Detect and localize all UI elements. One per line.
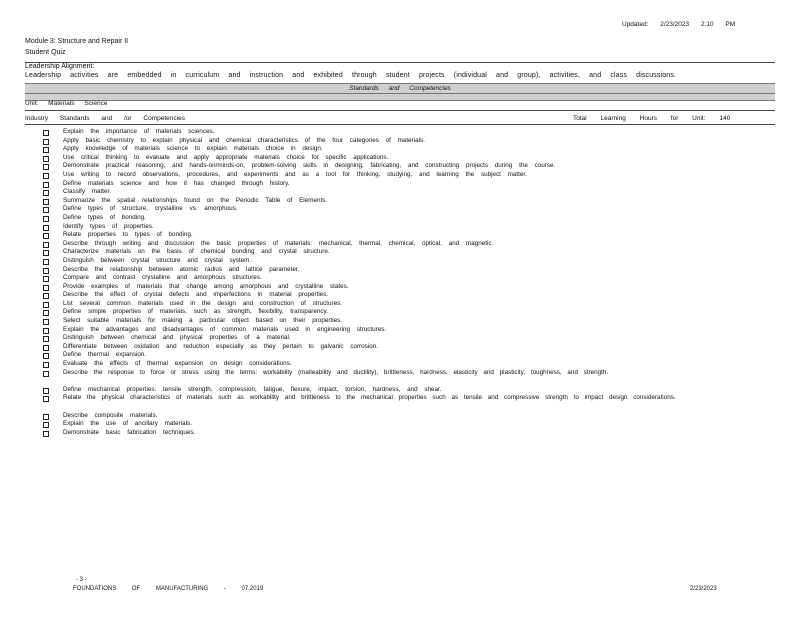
list-item-text: Use writing to record observations, procedures, and experiments and as a tool for thinking, studying, and learning the subject matter.: [63, 170, 527, 178]
list-item: [25, 343, 775, 352]
checkbox-icon: [43, 396, 49, 402]
list-item-text: Characterize materials on the basis of chemical bonding and crystal structure.: [63, 248, 330, 256]
list-item-text: Select suitable materials for making a particular object based on their properties.: [63, 317, 343, 325]
list-item-text: Define simple properties of materials, such as strength, flexibility, transparency.: [63, 308, 328, 316]
list-item: [25, 145, 775, 154]
standards-band-2: [25, 93, 775, 101]
list-item: [25, 214, 775, 223]
checkbox-icon: [43, 199, 49, 205]
list-item-text: Explain the use of ancillary materials.: [63, 420, 192, 428]
list-item-text: Distinguish between crystal structure and crystal system.: [63, 256, 252, 264]
list-item-text: Describe the response to force or stress using the terms: workability (malleability and ductility), brittleness, hardness, elasticity and plasticity, toughness, and strength.: [63, 368, 609, 376]
list-item: [25, 128, 775, 137]
checkbox-icon: [43, 216, 49, 222]
list-item-text: Summarize the spatial relationships found on the Periodic Table of Elements.: [63, 196, 328, 204]
list-item-text: Define mechanical properties: tensile strength, compression, fatigue, flexure, impact, torsion, hardness, and shear.: [63, 385, 442, 393]
checkbox-icon: [43, 414, 49, 420]
list-item: [25, 240, 775, 249]
list-item: [25, 205, 775, 214]
list-item: [25, 231, 775, 240]
list-item-text: Define types of structure, crystalline vs. amorphous.: [63, 205, 238, 213]
updated-time: 2:10: [700, 21, 714, 28]
list-item-text: Explain the importance of materials sciences.: [63, 128, 215, 135]
checkbox-icon: [43, 362, 49, 368]
list-item: [25, 162, 775, 171]
list-item-text: Demonstrate basic fabrication techniques.: [63, 428, 196, 436]
list-item: [25, 223, 775, 232]
list-item: [25, 308, 775, 317]
list-item: [25, 266, 775, 275]
list-item-text: Compare and contrast crystalline and amorphous structures.: [63, 274, 262, 282]
checkbox-icon: [43, 139, 49, 145]
list-item: [25, 351, 775, 360]
checkbox-icon: [43, 147, 49, 153]
list-item: [25, 197, 775, 206]
list-item: [25, 274, 775, 283]
list-item-text: Describe through writing and discussion the basic properties of materials: mechanical, thermal, chemical, optical, and magnetic.: [63, 239, 494, 247]
list-item-text: Classify matter.: [63, 188, 112, 196]
checkbox-icon: [43, 233, 49, 239]
divider: [25, 62, 775, 63]
divider: [25, 110, 775, 111]
list-item-text: Apply basic chemistry to explain physical and chemical characteristics of the four categories of materials.: [63, 136, 425, 144]
checkbox-icon: [43, 328, 49, 334]
leadership-text: [25, 72, 676, 79]
checkbox-icon: [43, 310, 49, 316]
table-header-left: Industry Standards and /or Competencies: [25, 115, 185, 122]
list-item-text: Relate properties to types of bonding.: [63, 231, 193, 239]
quiz-title: Student Quiz: [25, 49, 66, 56]
list-item: [25, 317, 775, 326]
checkbox-icon: [43, 268, 49, 274]
list-item: [25, 326, 775, 335]
checkbox-icon: [43, 259, 49, 265]
module-title: Module 3: Structure and Repair II: [25, 38, 129, 45]
checkbox-icon: [43, 431, 49, 437]
list-item-text: Provide examples of materials that change among amorphous and crystalline states.: [63, 282, 349, 290]
list-item: [25, 412, 775, 421]
checkbox-icon: [43, 276, 49, 282]
table-header-right: Total Learning Hours for Unit: 140: [573, 115, 731, 122]
list-item: [25, 334, 775, 343]
updated-ampm: PM: [725, 21, 736, 28]
checkbox-icon: [43, 164, 49, 170]
footer-left: FOUNDATIONS OF MANUFACTURING - 07.2019: [73, 586, 264, 592]
list-item-text: Distinguish between chemical and physical properties of a material.: [63, 334, 291, 342]
list-item: [25, 429, 775, 438]
checkbox-icon: [43, 302, 49, 308]
list-item: [25, 137, 775, 146]
unit-title: Unit: Materials Science: [25, 100, 108, 107]
list-item-text: Evaluate the effects of thermal expansion on design considerations.: [63, 360, 292, 368]
list-item: [25, 154, 775, 163]
leadership-heading: Leadership Alignment:: [25, 63, 95, 70]
list-item-text: Relate the physical characteristics of materials such as workability and brittleness to the mechanical properties such as tensile and compressive strength to impact design considerations.: [63, 394, 676, 402]
list-item: [25, 420, 775, 429]
updated-label: Updated:: [622, 21, 649, 28]
checkbox-icon: [43, 353, 49, 359]
checkbox-icon: [43, 130, 49, 136]
list-item-text: Demonstrate practical reasoning, and hands-on/minds-on, problem-solving skills in designing, fabricating, and constructing projects during the course.: [63, 162, 556, 170]
checkbox-icon: [43, 345, 49, 351]
checkbox-icon: [43, 250, 49, 256]
updated-date: 2/23/2023: [660, 21, 690, 28]
list-item-text: Explain the advantages and disadvantages of common materials used in engineering structures.: [63, 325, 387, 333]
list-item: [25, 369, 775, 386]
checkbox-icon: [43, 207, 49, 213]
list-item: [25, 300, 775, 309]
checkbox-icon: [43, 388, 49, 394]
checkbox-icon: [43, 422, 49, 428]
list-item: [25, 257, 775, 266]
checkbox-icon: [43, 173, 49, 179]
list-item-text: Describe composite materials.: [63, 411, 158, 419]
list-item-text: Use critical thinking to evaluate and apply appropriate materials choice for specific applications.: [63, 153, 389, 161]
checkbox-icon: [43, 285, 49, 291]
list-item: [25, 394, 775, 411]
list-item: [25, 188, 775, 197]
updated-stamp: [622, 21, 745, 28]
checkbox-icon: [43, 156, 49, 162]
page-number: - 3 -: [76, 577, 87, 583]
checkbox-icon: [43, 319, 49, 325]
checkbox-icon: [43, 190, 49, 196]
list-item: [25, 291, 775, 300]
list-item-text: Define materials science and how it has changed through history.: [63, 179, 290, 187]
list-item-text: Apply knowledge of materials science to explain materials choice in design.: [63, 145, 323, 153]
checkbox-icon: [43, 371, 49, 377]
divider: [25, 124, 775, 125]
list-item: [25, 248, 775, 257]
list-item: [25, 283, 775, 292]
list-item-text: Differentiate between oxidation and reduction especially as they pertain to galvanic corrosion.: [63, 342, 378, 350]
competency-list: [25, 128, 775, 437]
list-item: [25, 386, 775, 395]
list-item-text: Define types of bonding.: [63, 213, 146, 221]
list-item-text: Identify types of properties.: [63, 222, 154, 230]
list-item-text: List several common materials used in the design and construction of structures.: [63, 299, 342, 307]
checkbox-icon: [43, 293, 49, 299]
list-item: [25, 360, 775, 369]
list-item-text: Describe the effect of crystal defects and imperfections in material properties.: [63, 291, 329, 299]
list-item: [25, 171, 775, 180]
list-item-text: Describe the relationship between atomic radius and lattice parameter.: [63, 265, 300, 273]
standards-band: Standards and Competencies: [25, 83, 775, 94]
checkbox-icon: [43, 336, 49, 342]
leadership-text-body: Leadership activities are embedded in curriculum and instruction and exhibited through student projects (individual and group), activities, and class discussions.: [25, 72, 677, 79]
footer-right: 2/23/2023: [690, 586, 717, 592]
checkbox-icon: [43, 225, 49, 231]
list-item: [25, 180, 775, 189]
list-item-text: Define thermal expansion.: [63, 351, 147, 359]
checkbox-icon: [43, 182, 49, 188]
checkbox-icon: [43, 242, 49, 248]
